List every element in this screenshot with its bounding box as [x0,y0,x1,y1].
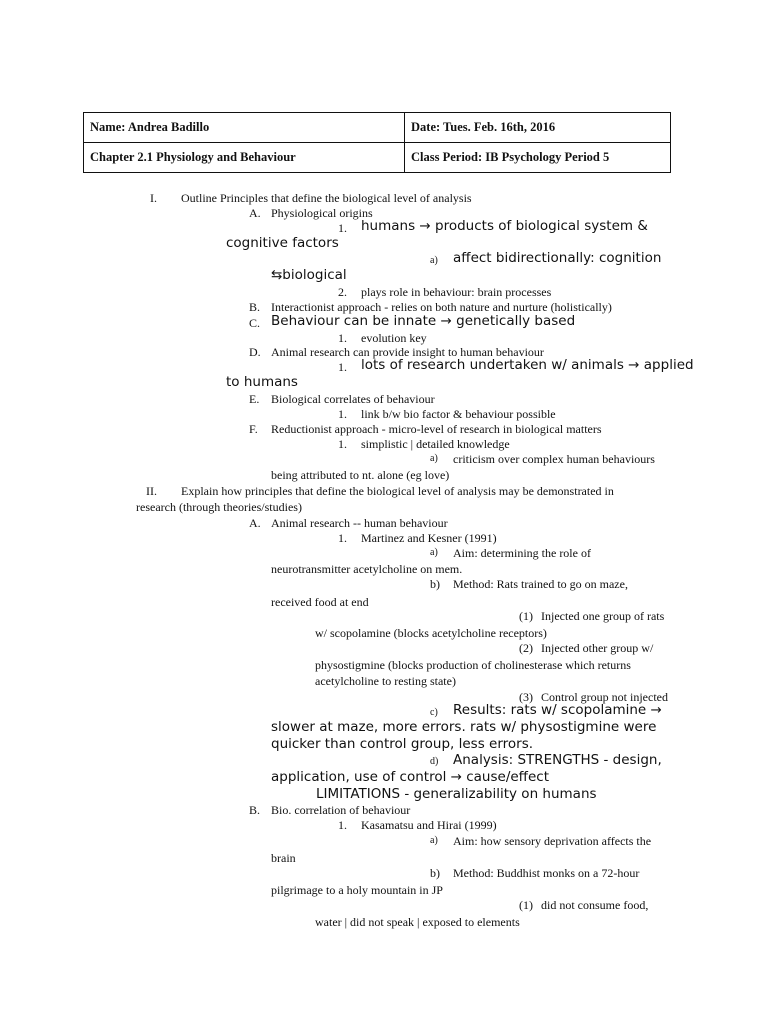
outline-marker: 1. [338,531,347,545]
outline-marker: 1. [338,818,347,832]
header-row [84,113,671,143]
outline-line: acetylcholine to resting state) [315,674,456,688]
outline-marker: (1) [519,609,533,623]
name-cell: Name: Andrea Badillo [84,113,405,143]
outline-line: slower at maze, more errors. rats w/ physostigmine were [271,719,657,735]
outline-marker: c) [430,707,438,718]
date-cell: Date: Tues. Feb. 16th, 2016 [405,113,671,143]
outline-marker: (1) [519,898,533,912]
outline-line: Aim: determining the role of [453,546,591,560]
outline-marker: 1. [338,221,347,235]
outline-marker: B. [249,300,261,314]
outline-line: Interactionist approach - relies on both nature and nurture (holistically) [271,300,612,314]
outline-line: being attributed to nt. alone (eg love) [271,468,450,482]
outline-line: simplistic | detailed knowledge [361,437,510,451]
outline-line: humans → products of biological system & [361,218,648,234]
outline-line: Reductionist approach - micro-level of research in biological matters [271,422,602,436]
outline-line: physostigmine (blocks production of cholinesterase which returns [315,658,631,672]
outline-marker: a) [430,453,438,464]
outline-line: Method: Rats trained to go on maze, [453,577,628,591]
outline-marker: A. [249,516,261,530]
outline-line: did not consume food, [541,898,649,912]
outline-marker: 1. [338,437,347,451]
outline-marker: a) [430,835,438,846]
chapter-cell: Chapter 2.1 Physiology and Behaviour [84,143,405,173]
outline-marker: I. [150,191,157,205]
outline-line: cognitive factors [226,235,339,251]
outline-line: Kasamatsu and Hirai (1999) [361,818,497,832]
outline-marker: a) [430,547,438,558]
outline-marker: E. [249,392,260,406]
outline-marker: II. [146,484,157,498]
outline-marker: b) [430,577,440,591]
class-period-cell: Class Period: IB Psychology Period 5 [405,143,671,173]
outline-line: LIMITATIONS - generalizability on humans [316,786,597,802]
outline-line: Behaviour can be innate → genetically based [271,313,576,329]
outline-line: pilgrimage to a holy mountain in JP [271,883,443,897]
outline-line: Method: Buddhist monks on a 72-hour [453,866,640,880]
outline-line: Explain how principles that define the biological level of analysis may be demonstrated in [181,484,614,498]
outline-line: affect bidirectionally: cognition [453,250,662,266]
outline-marker: B. [249,803,261,817]
outline-line: lots of research undertaken w/ animals → applied [361,357,694,373]
outline-line: Animal research -- human behaviour [271,516,448,530]
outline-line: w/ scopolamine (blocks acetylcholine receptors) [315,626,547,640]
outline-marker: d) [430,756,439,767]
outline-line: ⇆biological [271,267,347,283]
outline-line: Bio. correlation of behaviour [271,803,411,817]
outline-line: Biological correlates of behaviour [271,392,435,406]
outline-marker: a) [430,255,438,266]
header-row [84,143,671,173]
outline-marker: C. [249,316,261,330]
outline-line: Results: rats w/ scopolamine → [453,702,662,718]
outline-line: Analysis: STRENGTHS - design, [453,752,662,768]
outline-marker: D. [249,345,261,359]
outline-line: Martinez and Kesner (1991) [361,531,497,545]
outline-marker: 1. [338,331,347,345]
outline-marker: 2. [338,285,347,299]
outline-line: link b/w bio factor & behaviour possible [361,407,556,421]
outline-marker: b) [430,866,440,880]
outline-marker: 1. [338,360,347,374]
outline-line: brain [271,851,296,865]
outline-line: neurotransmitter acetylcholine on mem. [271,562,463,576]
outline-line: Aim: how sensory deprivation affects the [453,834,652,848]
header-table [83,112,671,173]
outline-line: Physiological origins [271,206,373,220]
outline-line: Control group not injected [541,690,668,704]
outline-line: received food at end [271,595,369,609]
outline-marker: (3) [519,690,533,704]
outline-line: evolution key [361,331,427,345]
outline-line: Injected other group w/ [541,641,654,655]
outline-line: Injected one group of rats [541,609,665,623]
outline-marker: 1. [338,407,347,421]
outline-line: application, use of control → cause/effect [271,769,549,785]
outline-marker: F. [249,422,258,436]
outline-line: to humans [226,374,298,390]
outline-line: Outline Principles that define the biological level of analysis [181,191,472,205]
outline-line: plays role in behaviour: brain processes [361,285,552,299]
outline-line: Animal research can provide insight to human behaviour [271,345,544,359]
outline-line: water | did not speak | exposed to elements [315,915,520,929]
outline-line: criticism over complex human behaviours [453,452,655,466]
outline-line: research (through theories/studies) [136,500,302,514]
outline-marker: A. [249,206,261,220]
outline-marker: (2) [519,641,533,655]
outline-line: quicker than control group, less errors. [271,736,534,752]
